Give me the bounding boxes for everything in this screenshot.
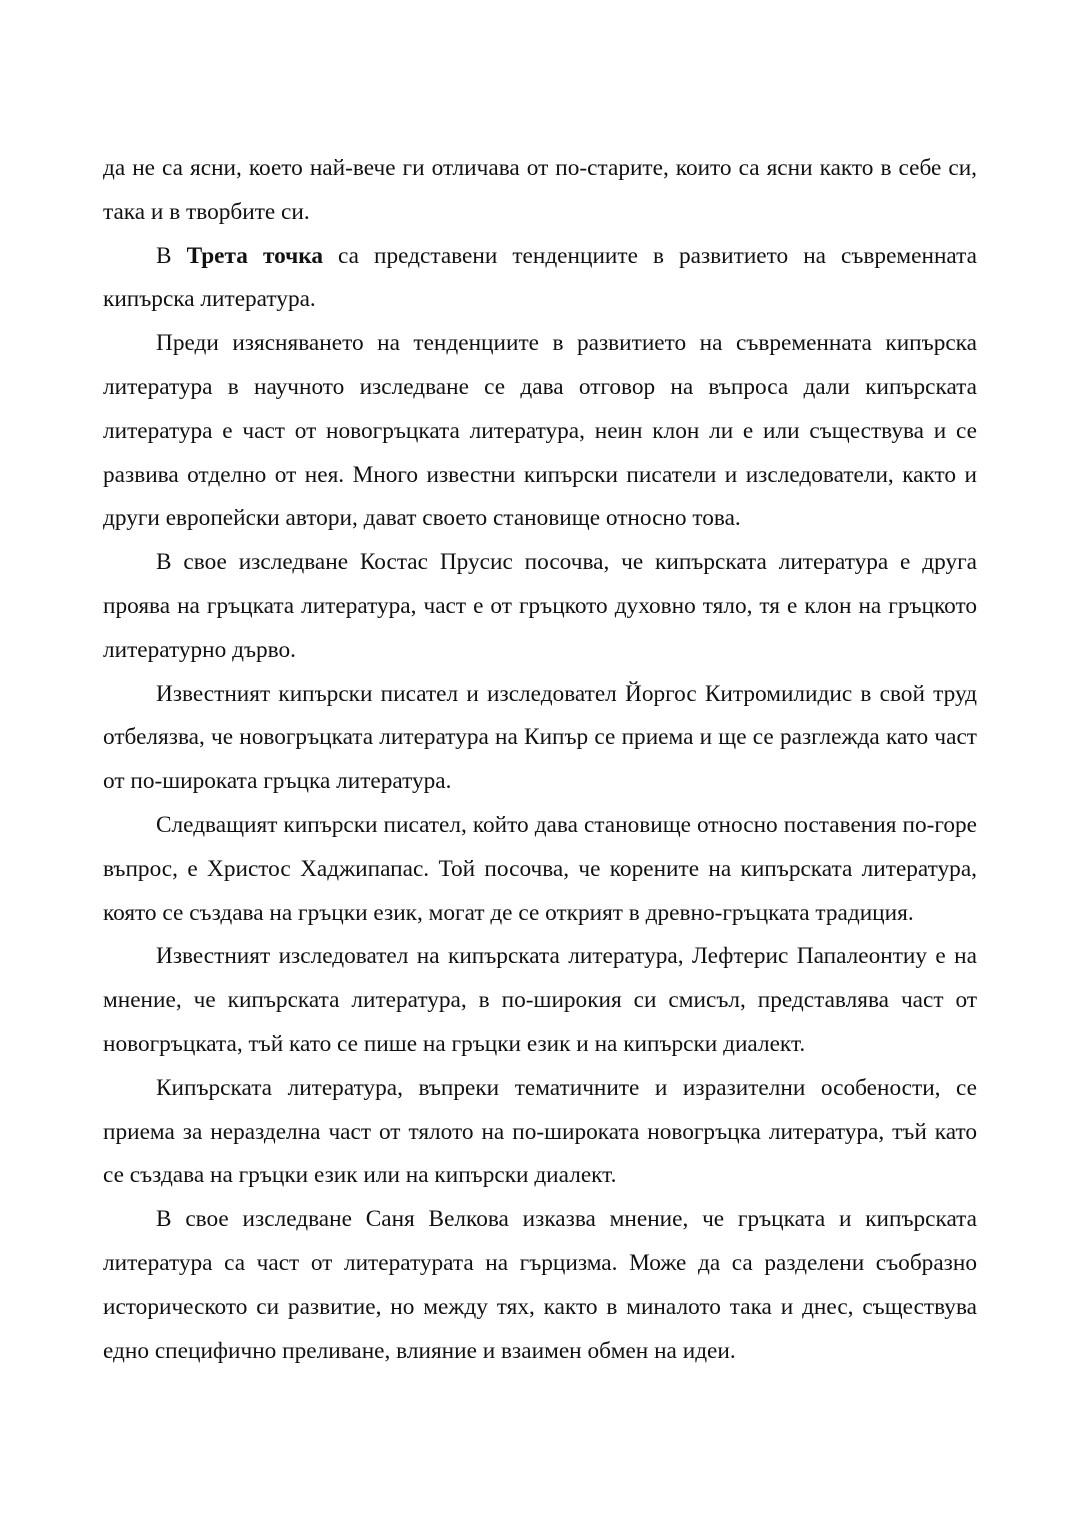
paragraph-kitromilidis: Известният кипърски писател и изследовател Йоргос Китромилидис в свой труд отбелязва, че новогръцката литература на Кипър се приема и ще се разглежда като част от по-широката гръцка литература. bbox=[103, 680, 977, 795]
paragraph-integral-part: Кипърската литература, въпреки тематичните и изразителни особености, се приема за неразделна част от тялото на по-широката новогръцка литература, тъй като се създава на гръцки език или на кипърски диалект. bbox=[103, 1074, 977, 1189]
paragraph-hadjipapas: Следващият кипърски писател, който дава становище относно поставения по-горе въпрос, е Христос Хаджипапас. Той посочва, че корените на кипърската литература, която се създава на гръцки език, могат де се открият в древно-гръцката традиция. bbox=[103, 811, 977, 926]
paragraph-third-point bbox=[103, 235, 977, 323]
paragraph-third-point-post: са представени тенденциите в развитието на съвременната кипърска литература. bbox=[103, 242, 977, 313]
paragraph-question: Преди изясняването на тенденциите в развитието на съвременната кипърска литература в научното изследване се дава отговор на въпроса дали кипърската литература е част от новогръцката литература, неин клон ли е или съществува и се развива отделно от нея. Много известни кипърски писатели и изследователи, както и други европейски автори, дават своето становище относно това. bbox=[103, 330, 977, 532]
paragraph-velkova: В свое изследване Саня Велкова изказва мнение, че гръцката и кипърската литература са част от литературата на гърцизма. Може да са разделени съобразно историческото си развитие, но между тях, както в миналото така и днес, съществува едно специфично преливане, влияние и взаимен обмен на идеи. bbox=[103, 1206, 977, 1364]
paragraph-third-point-pre: В bbox=[156, 242, 187, 269]
paragraph-continuation: да не са ясни, което най-вече ги отличава от по-старите, които са ясни както в себе си, така и в творбите си. bbox=[103, 155, 977, 225]
paragraph-prousis: В свое изследване Костас Прусис посочва, че кипърската литература е друга проява на гръцката литература, част е от гръцкото духовно тяло, тя е клон на гръцкото литературно дърво. bbox=[103, 549, 977, 663]
document-body bbox=[103, 147, 977, 1373]
paragraph-third-point-heading: Трета точка bbox=[186, 242, 323, 269]
paragraph-papaleontiou: Известният изследовател на кипърската литература, Лефтерис Папалеонтиу е на мнение, че кипърската литература, в по-широкия си смисъл, представлява част от новогръцката, тъй като се пише на гръцки език и на кипърски диалект. bbox=[103, 943, 977, 1057]
